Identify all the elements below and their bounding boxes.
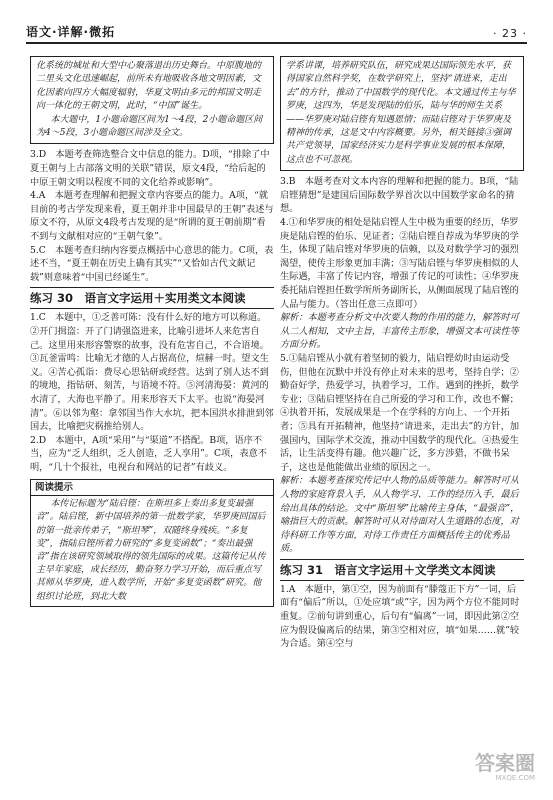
answer-4: 4.A 本题考查理解和把握文章内容要点的能力。A项，“就目前的考古学发现来看，夏王朝并非中国最早的王朝”表述与原文不符，从原文4段考古发现的是“所谓的夏王朝前期”看不到与文献相对应的“王朝气象”。 [30,190,274,242]
reading-tip-text: 本传记标题为“陆启铿：在斯坦多上奏出多复变最强音”。陆启铿，新中国培养的第一批数学家，华罗庚回国后的第一批亲传弟子，“斯坦琴”，双随终身残疾。“多复变”，指陆启铿所着力研究的“多复变函数”；“奏出最强音”指在该研究领域取得的领先国际的成果。这篇传记从传主早年家庭，成长经历，勤奋努力学习开始，而后重点写其师从华罗庚，进入数学所，开始“多复变函数”研究。他组织讨论班，到北大数 [36,499,266,602]
answers-block [30,148,274,284]
watermark-main: 答案圈 [475,751,535,775]
summary-box [280,56,524,171]
answer-3: 3.D 本题考查筛选整合文中信息的能力。D项，“排除了中夏王朝与上古部落文明的关联”错误，原文4段，“给后起的中原王朝文明以程度不同的文化给养或影响”。 [30,149,270,188]
watermark-sub: MXQE.COM [495,774,535,782]
header-rule [26,42,527,44]
passage-text: 化系统的城址和大型中心聚落退出历史舞台。中原腹地的二里头文化迅速崛起，前所未有地吸收各地文明因素，文化因素向四方大幅度辐射，华夏文明由多元的邦国文明走向一体化的王朝文明，此时，“中国”诞生。 [36,61,262,112]
passage-note: 本大题中，1小题命题区间为1～4段，2小题命题区间为4～5段，3小题命题区间涉及全文。 [36,114,263,139]
page-header [26,18,527,40]
answer-5: 5.C 本题考查归纳内容要点概括中心意思的能力。C项，表述不当，“夏王朝在历史上确有其实”“又恰如古代文献记载”则意味着“中国已经诞生”。 [30,244,274,283]
summary-text: 学系讲课，培养研究队伍，研究成果达国际领先水平，获得国家自然科学奖，在数学研究上，坚持“请进来，走出去”的方针，推动了中国数学的现代化。本文通过传主与华罗庚，这四为，华是发现陆的伯乐，陆与华的师生关系——华罗庚对陆启铿有知遇恩情；而陆启铿对于华罗庚及精神的传承，这是文中内容概要。另外，相关链接③强调共产党领导，国家经济实力是科学事业发展的根本保障，这点也不可忽视。 [286,61,516,165]
answer-30-1: 1.C 本题中，①乏善可陈：没有什么好的地方可以称道。②开门揖盗：开了门请强盗进来，比喻引进坏人来危害自己。这里用来形容警察的故事，没有危害自己，不合语境。③瓦釜雷鸣：比喻无才德的人占据高位，煊赫一时。望文生义。④苦心孤诣：费尽心思钻研或经营。达到了别人达不到的境地，指钻研、刻苦，与语境不符。⑤河清海晏：黄河的水清了，大海也平静了。用来形容天下太平。也说“海晏河清”。⑥以邻为壑：拿邻国当作大水坑，把本国洪水排泄到邻国去，比喻把灾祸推给别人。 [30,312,274,433]
section-title-31: 练习 31 语言文字运用＋文学类文本阅读 [280,559,524,581]
analysis-r-5: 解析：本题考查探究传记中人物的品质等能力。解答时可从人物的家庭背景入手，从人物学习、工作的经历入手，最后给出具体的结论。文中“斯坦琴”比喻传主身体，“最强音”，喻指巨大的贡献。解答时可从对待面对人生道路的态度，对待科研工作等方面，对待工作责任方面概括传主的优秀品质。 [280,475,520,555]
reading-tip-box [30,479,274,607]
answer-r-5: 5.①陆启铿从小就有着坚韧的毅力，陆启铿幼时由运动受伤，但他在沉默中并没有停止对未来的思考，坚持自学；②勤奋好学，热爱学习，执着学习，工作。遇到的挫折，数学专业；③陆启铿坚持在自己所爱的学习和工作，改也不懈；④执着开拓，发展成果是一个在学科的方向上、一个开拓者；⑤具有开拓精神，他坚持“请进来，走出去”的方针，加强国内，国际学术交流，推动中国数学的现代化。④热爱生活，让生活变得有趣。他兴趣广泛，多方涉猎，不做书呆子，这也是他能做出业绩的原因之一。 [280,352,520,473]
reading-tip-title: 阅读提示 [31,480,273,497]
answers-block-30 [30,311,274,474]
right-column [280,56,524,651]
left-column [30,56,274,607]
reading-tip-body [31,496,273,606]
answer-r-3: 3.B 本题考查对文本内容的理解和把握的能力。B项，“陆启铿猜想”是建国后国际数学界首次以中国数学家命名的猜想。 [280,176,519,215]
section-title-30: 练习 30 语言文字运用＋实用类文本阅读 [30,287,274,309]
page-number: · 23 · [493,27,527,40]
answer-30-2: 2.D 本题中，A项“采用”与“渠道”不搭配。B项，语序不当，应为“乏人组织，乏人创造，乏人享用”。C项，表意不明，“几十个报社，电视台和网站的记者”有歧义。 [30,434,267,473]
analysis-r-4: 解析：本题考查分析文中次要人物的作用的能力，解答时可从二人相知，文中主旨，丰富传主形象，增强文本可读性等方面分析。 [280,312,519,351]
passage-box [30,56,274,144]
answers-block-31 [280,583,524,651]
answer-r-4: 4.①和华罗庚的相处是陆启铿人生中极为重要的经历，华罗庚是陆启铿的伯乐、见证者；②陆启铿自荐成为华罗庚的学生，体现了陆启铿对华罗庚的信赖，以及对数学学习的强烈渴望，使传主形象更加丰满；③写陆启铿与华罗庚相似的人生际遇，丰富了传记内容，增强了传记的可读性；④华罗庚委托陆启铿担任数学所所务副所长，从侧面展现了陆启铿的人品与能力。（答出任意三点即可） [280,217,519,310]
running-title: 语文·详解·微拓 [26,25,116,39]
answers-block-right [280,175,524,556]
answer-31-1: 1.A 本题中，第①空，因为前面有“滕蔻正下方”一词，后面有“偏后”所以，①处应填“或”字，因为两个方位不能同时重复。②前句讲到重心，后句有“偏离”一词，即因此第②空应为假设偏离后的结果，第③空相对应，填“如果……就”较为合适。第④空与 [280,583,520,650]
watermark-logo [465,752,535,786]
